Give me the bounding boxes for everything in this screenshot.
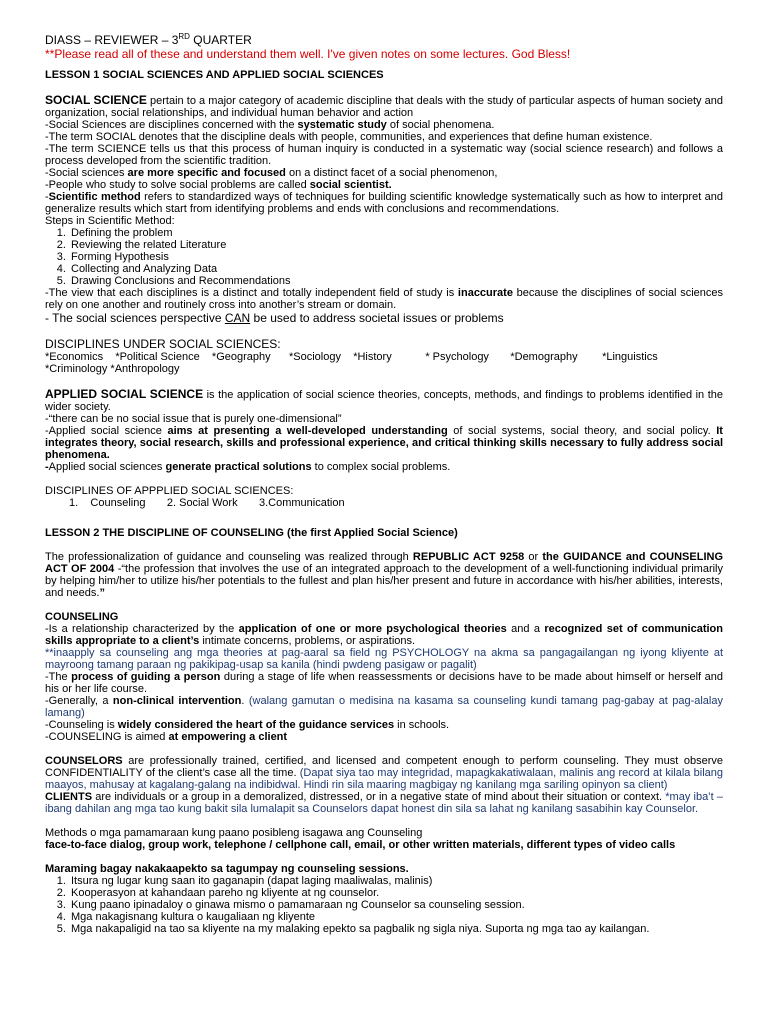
paragraph: - The social sciences perspective CAN be used to address societal issues or problems: [45, 311, 504, 325]
applied-social-science-definition: APPLIED SOCIAL SCIENCE is the application of social science theories, concepts, methods, and findings to problems identified in the wider society.: [45, 387, 723, 413]
list-item: 1. Defining the problem: [69, 227, 723, 239]
paragraph: -COUNSELING is aimed at empowering a client: [45, 731, 288, 743]
social-science-definition: SOCIAL SCIENCE pertain to a major category of academic discipline that deals with the study of particular aspects of human society and organization, social relationships, and individual human behavior and action: [45, 93, 724, 119]
paragraph: -The view that each disciplines is a distinct and totally independent field of study is inaccurate because the disciplines of social sciences rely on one another and routinely cross into another’s stream or domain.: [45, 287, 723, 311]
list-item: 2. Reviewing the related Literature: [69, 239, 723, 251]
paragraph: -The term SCIENCE tells us that this process of human inquiry is conducted in a systematic way (social science research) and follows a process developed from the scientific tradition.: [45, 143, 723, 167]
list-item: 3. Forming Hypothesis: [69, 251, 723, 263]
disciplines-title: DISCIPLINES UNDER SOCIAL SCIENCES:: [45, 337, 281, 351]
lesson1-heading: LESSON 1 SOCIAL SCIENCES AND APPLIED SOCIAL SCIENCES: [45, 69, 384, 81]
list-item: 4. Collecting and Analyzing Data: [69, 263, 723, 275]
note: **inaapply sa counseling ang mga theories at pag-aaral sa field ng PSYCHOLOGY na akma sa pangagailangan ng iyong kliyente at mayroong tamang paraan ng pakikipag-usap sa kanila (hindi pwdeng pasigaw or pagalit): [45, 647, 723, 671]
steps-title: Steps in Scientific Method:: [45, 215, 175, 227]
document-title: DIASS – REVIEWER – 3RD QUARTER: [45, 32, 252, 47]
disciplines-row: *Economics *Political Science *Geography *Sociology *History * Psychology *Demography *Linguistics: [45, 351, 658, 363]
paragraph: -Counseling is widely considered the heart of the guidance services in schools.: [45, 719, 450, 731]
paragraph: -Scientific method refers to standardized ways of techniques for building scientific knowledge systematically such as how to interpret and generalize results which start from identifying problems and ends with conclusions and recommendations.: [45, 191, 724, 215]
list-item: 3. Kung paano ipinadaloy o ginawa mismo o pamamaraan ng Counselor sa counseling session.: [69, 899, 723, 911]
lesson2-heading: LESSON 2 THE DISCIPLINE OF COUNSELING (the first Applied Social Science): [45, 527, 458, 539]
paragraph: -“there can be no social issue that is purely one-dimensional”: [45, 413, 342, 425]
list-item: 4. Mga nakagisnang kultura o kaugaliaan ng kliyente: [69, 911, 723, 923]
paragraph: -Applied social science aims at presenting a well-developed understanding of social systems, social theory, and social policy. It integrates theory, social research, skills and professional experience, and critical thinking skills necessary to fully address social phenomena.: [45, 425, 723, 461]
clients-definition: CLIENTS are individuals or a group in a demoralized, distressed, or in a negative state of mind about their situation or context. *may iba’t – ibang dahilan ang mga tao kung bakit sila lumalapit sa Counselors dapat honest din sila sa lahat ng kanilang sasabihin kay Counselor.: [45, 791, 723, 815]
counseling-title: COUNSELING: [45, 611, 119, 623]
list-item: 5. Mga nakapaligid na tao sa kliyente na my malaking epekto sa pagbalik ng sigla niya. Suporta ng mga tao ay kailangan.: [69, 923, 723, 935]
paragraph: -The process of guiding a person during a stage of life when reassessments or decisions have to be made about himself or herself and his or her life course.: [45, 671, 723, 695]
steps-list: [45, 227, 723, 287]
paragraph: -Social Sciences are disciplines concerned with the systematic study of social phenomena.: [45, 119, 495, 131]
methods-title: Methods o mga pamamaraan kung paano posibleng isagawa ang Counseling: [45, 827, 423, 839]
paragraph: -Social sciences are more specific and focused on a distinct facet of a social phenomenon,: [45, 167, 498, 179]
paragraph: -People who study to solve social problems are called social scientist.: [45, 179, 392, 191]
reader-note: **Please read all of these and understand them well. I've given notes on some lectures. God Bless!: [45, 47, 571, 61]
paragraph: The professionalization of guidance and counseling was realized through REPUBLIC ACT 9258 or the GUIDANCE and COUNSELING ACT OF 2004 -“the profession that involves the use of an integrated approach to the development of a well-functioning individual primarily by helping him/her to utilize his/her potentials to the fullest and plan his/her present and future in accordance with his/her abilities, interests, and needs.”: [45, 551, 724, 599]
methods-list: face-to-face dialog, group work, telephone / cellphone call, email, or other written materials, different types of video calls: [45, 839, 676, 851]
list-item: 5. Drawing Conclusions and Recommendations: [69, 275, 723, 287]
paragraph: -Generally, a non-clinical intervention. (walang gamutan o medisina na kasama sa counseling kundi tamang pag-gabay at pag-alalay lamang): [45, 695, 723, 719]
counselors-definition: COUNSELORS are professionally trained, certified, and licensed and competent enough to perform counseling. They must observe CONFIDENTIALITY of the client’s case all the time. (Dapat siya tao may integridad, mapagkakatiwalaan, malinis ang record at kilala bilang maayos, mahusay at kagalang-galang na indibidwal. Hindi rin sila maaring magbigay ng kanilang mga sariling opinyon sa client): [45, 755, 723, 791]
document-page: [45, 30, 723, 935]
factors-list: [45, 875, 723, 935]
applied-disciplines-title: DISCIPLINES OF APPPLIED SOCIAL SCIENCES:: [45, 485, 294, 497]
paragraph: -Applied social sciences generate practical solutions to complex social problems.: [45, 461, 451, 473]
paragraph: -Is a relationship characterized by the application of one or more psychological theories and a recognized set of communication skills appropriate to a client’s intimate concerns, problems, or aspirations.: [45, 623, 723, 647]
applied-disciplines-row: 1. Counseling 2. Social Work 3.Communication: [69, 497, 345, 509]
factors-title: Maraming bagay nakakaapekto sa tagumpay ng counseling sessions.: [45, 863, 409, 875]
list-item: 2. Kooperasyon at kahandaan pareho ng kliyente at ng counselor.: [69, 887, 723, 899]
paragraph: -The term SOCIAL denotes that the discipline deals with people, communities, and experiences that define human existence.: [45, 131, 653, 143]
disciplines-row: *Criminology *Anthropology: [45, 363, 180, 375]
list-item: 1. Itsura ng lugar kung saan ito gaganapin (dapat laging maaliwalas, malinis): [69, 875, 723, 887]
